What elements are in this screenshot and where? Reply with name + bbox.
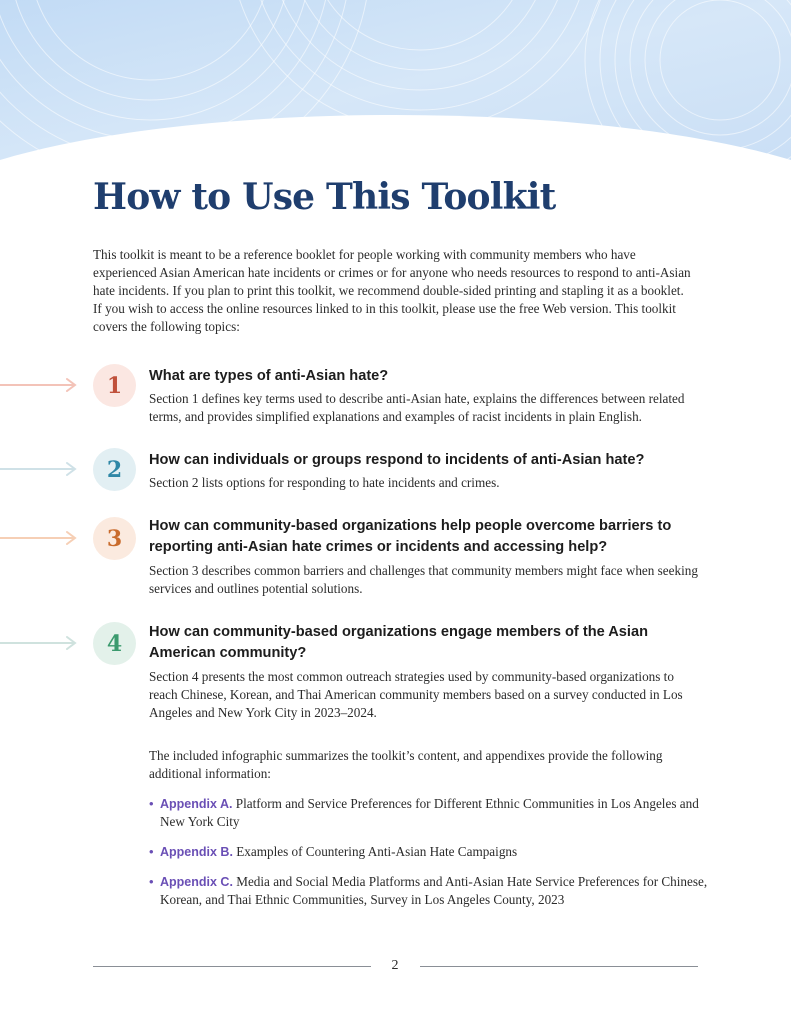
section-number-3: 3	[93, 517, 136, 560]
arrow-icon	[0, 461, 80, 477]
decorative-header	[0, 0, 791, 170]
page-number: 2	[391, 958, 399, 973]
arrow-icon	[0, 635, 80, 651]
appendix-text: Examples of Countering Anti-Asian Hate Campaigns	[236, 844, 518, 859]
header-wave-graphic	[0, 0, 791, 170]
arrow-icon	[0, 530, 80, 546]
arrow-icon	[0, 377, 80, 393]
bullet-icon: •	[149, 796, 154, 811]
page-title: How to Use This Toolkit	[93, 176, 556, 218]
topic-question-4: How can community-based organizations engage members of the Asian American community?	[149, 624, 648, 661]
appendix-list	[149, 795, 709, 921]
topic-description-3: Section 3 describes common barriers and challenges that community members might face when seeking services and outlines potential solutions.	[149, 563, 698, 596]
appendix-label: Appendix B.	[160, 845, 233, 859]
topic-description-2: Section 2 lists options for responding to hate incidents and crimes.	[149, 475, 500, 490]
list-item	[149, 873, 709, 909]
section-number-4: 4	[93, 622, 136, 665]
appendix-text: Media and Social Media Platforms and Anti-Asian Hate Service Preferences for Chinese, Korean, and Thai Ethnic Communities, Survey in Los Angeles County, 2023	[160, 874, 708, 907]
bullet-icon: •	[149, 874, 154, 889]
list-item	[149, 843, 709, 861]
topic-question-2: How can individuals or groups respond to incidents of anti-Asian hate?	[149, 452, 645, 468]
footer-divider-right	[420, 966, 698, 967]
topic-description-4: Section 4 presents the most common outreach strategies used by community-based organizations to reach Chinese, Korean, and Thai American community members based on a survey conducted in Los Angeles and New York City in 2023–2024.	[149, 669, 683, 720]
section-number-1: 1	[93, 364, 136, 407]
list-item	[149, 795, 709, 831]
section-number-2: 2	[93, 448, 136, 491]
intro-paragraph: This toolkit is meant to be a reference booklet for people working with community members who have experienced Asian American hate incidents or crimes or for anyone who needs resources to respond to anti-Asian hate incidents. If you plan to print this toolkit, we recommend double-sided printing and stapling it as a booklet. If you wish to access the online resources linked to in this toolkit, please use the free Web version. This toolkit covers the following topics:	[93, 247, 691, 334]
appendix-label: Appendix A.	[160, 797, 233, 811]
footer-divider-left	[93, 966, 371, 967]
closing-paragraph: The included infographic summarizes the toolkit’s content, and appendixes provide the following additional information:	[149, 748, 663, 781]
appendix-label: Appendix C.	[160, 875, 233, 889]
bullet-icon: •	[149, 844, 154, 859]
topic-question-1: What are types of anti-Asian hate?	[149, 368, 389, 384]
appendix-text: Platform and Service Preferences for Different Ethnic Communities in Los Angeles and New York City	[160, 796, 699, 829]
topic-question-3: How can community-based organizations help people overcome barriers to reporting anti-Asian hate crimes or incidents and accessing help?	[149, 518, 672, 555]
topic-description-1: Section 1 defines key terms used to describe anti-Asian hate, explains the differences between related terms, and provides simplified explanations and examples of racist incidents in plain English.	[149, 391, 685, 424]
